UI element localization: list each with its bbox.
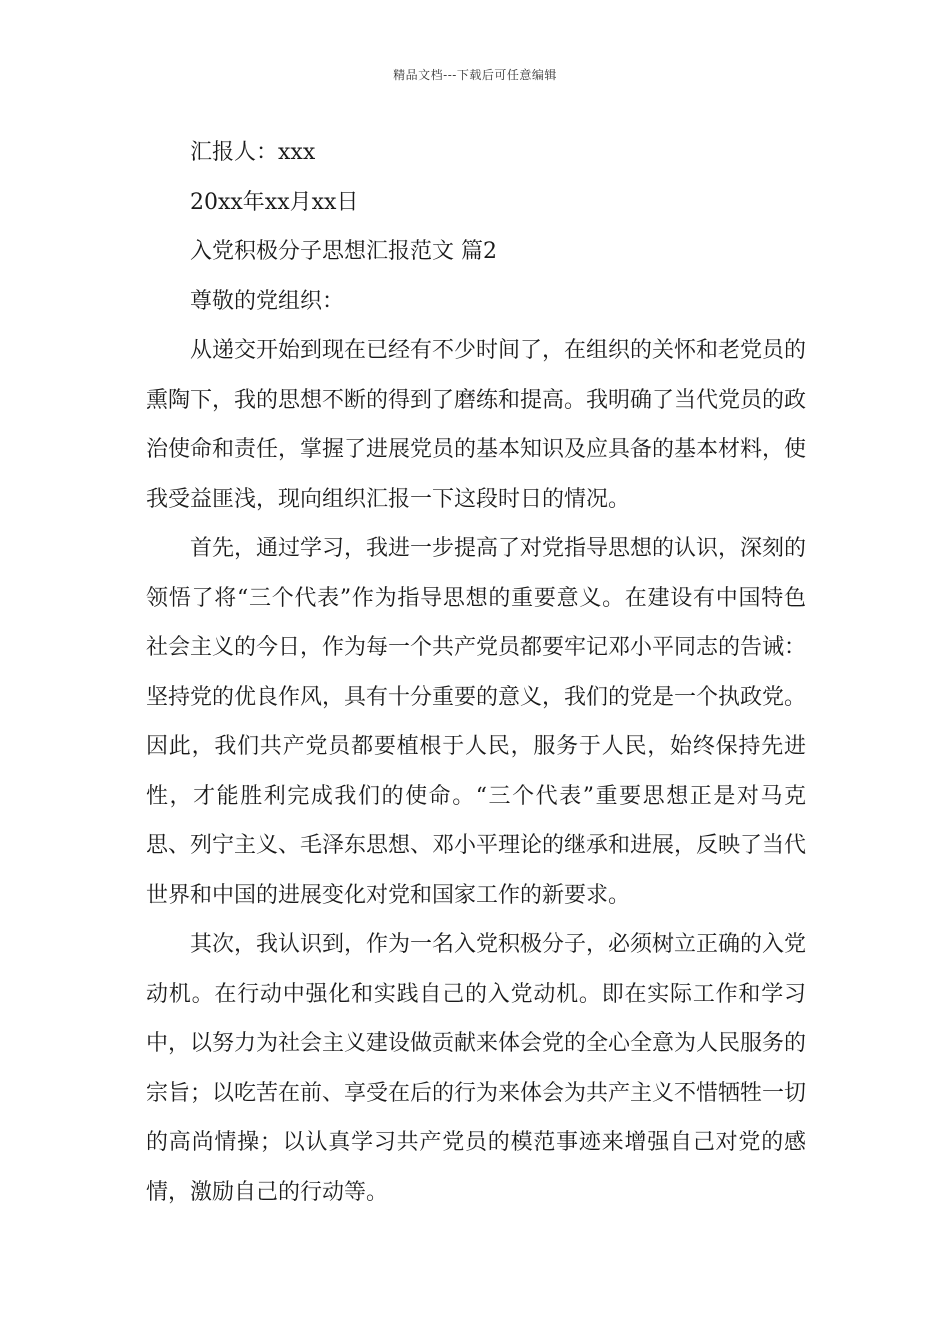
document-body: [146, 128, 806, 1217]
paragraph-3: 其次，我认识到，作为一名入党积极分子，必须树立正确的入党动机。在行动中强化和实践自己的入党动机。即在实际工作和学习中，以努力为社会主义建设做贡献来体会党的全心全意为人民服务的宗旨；以吃苦在前、享受在后的行为来体会为共产主义不惜牺牲一切的高尚情操；以认真学习共产党员的模范事迹来增强自己对党的感情，激励自己的行动等。: [146, 932, 807, 1205]
paragraph-1: 从递交开始到现在已经有不少时间了，在组织的关怀和老党员的熏陶下，我的思想不断的得到了磨练和提高。我明确了当代党员的政治使命和责任，掌握了进展党员的基本知识及应具备的基本材料，使我受益匪浅，现向组织汇报一下这段时日的情况。: [146, 338, 807, 512]
reporter-line: 汇报人：xxx: [190, 140, 316, 165]
paragraph-2: 首先，通过学习，我进一步提高了对党指导思想的认识，深刻的领悟了将“三个代表”作为指导思想的重要意义。在建设有中国特色社会主义的今日，作为每一个共产党员都要牢记邓小平同志的告诫：坚持党的优良作风，具有十分重要的意义，我们的党是一个执政党。因此，我们共产党员都要植根于人民，服务于人民，始终保持先进性，才能胜利完成我们的使命。“三个代表”重要思想正是对马克思、列宁主义、毛泽东思想、邓小平理论的继承和进展，反映了当代世界和中国的进展变化对党和国家工作的新要求。: [146, 536, 807, 908]
document-title: 入党积极分子思想汇报范文 篇2: [190, 239, 497, 264]
date-line: 20xx年xx月xx日: [190, 189, 359, 215]
header-note: 精品文档---下载后可任意编辑: [393, 68, 557, 82]
salutation: 尊敬的党组织：: [190, 288, 345, 314]
